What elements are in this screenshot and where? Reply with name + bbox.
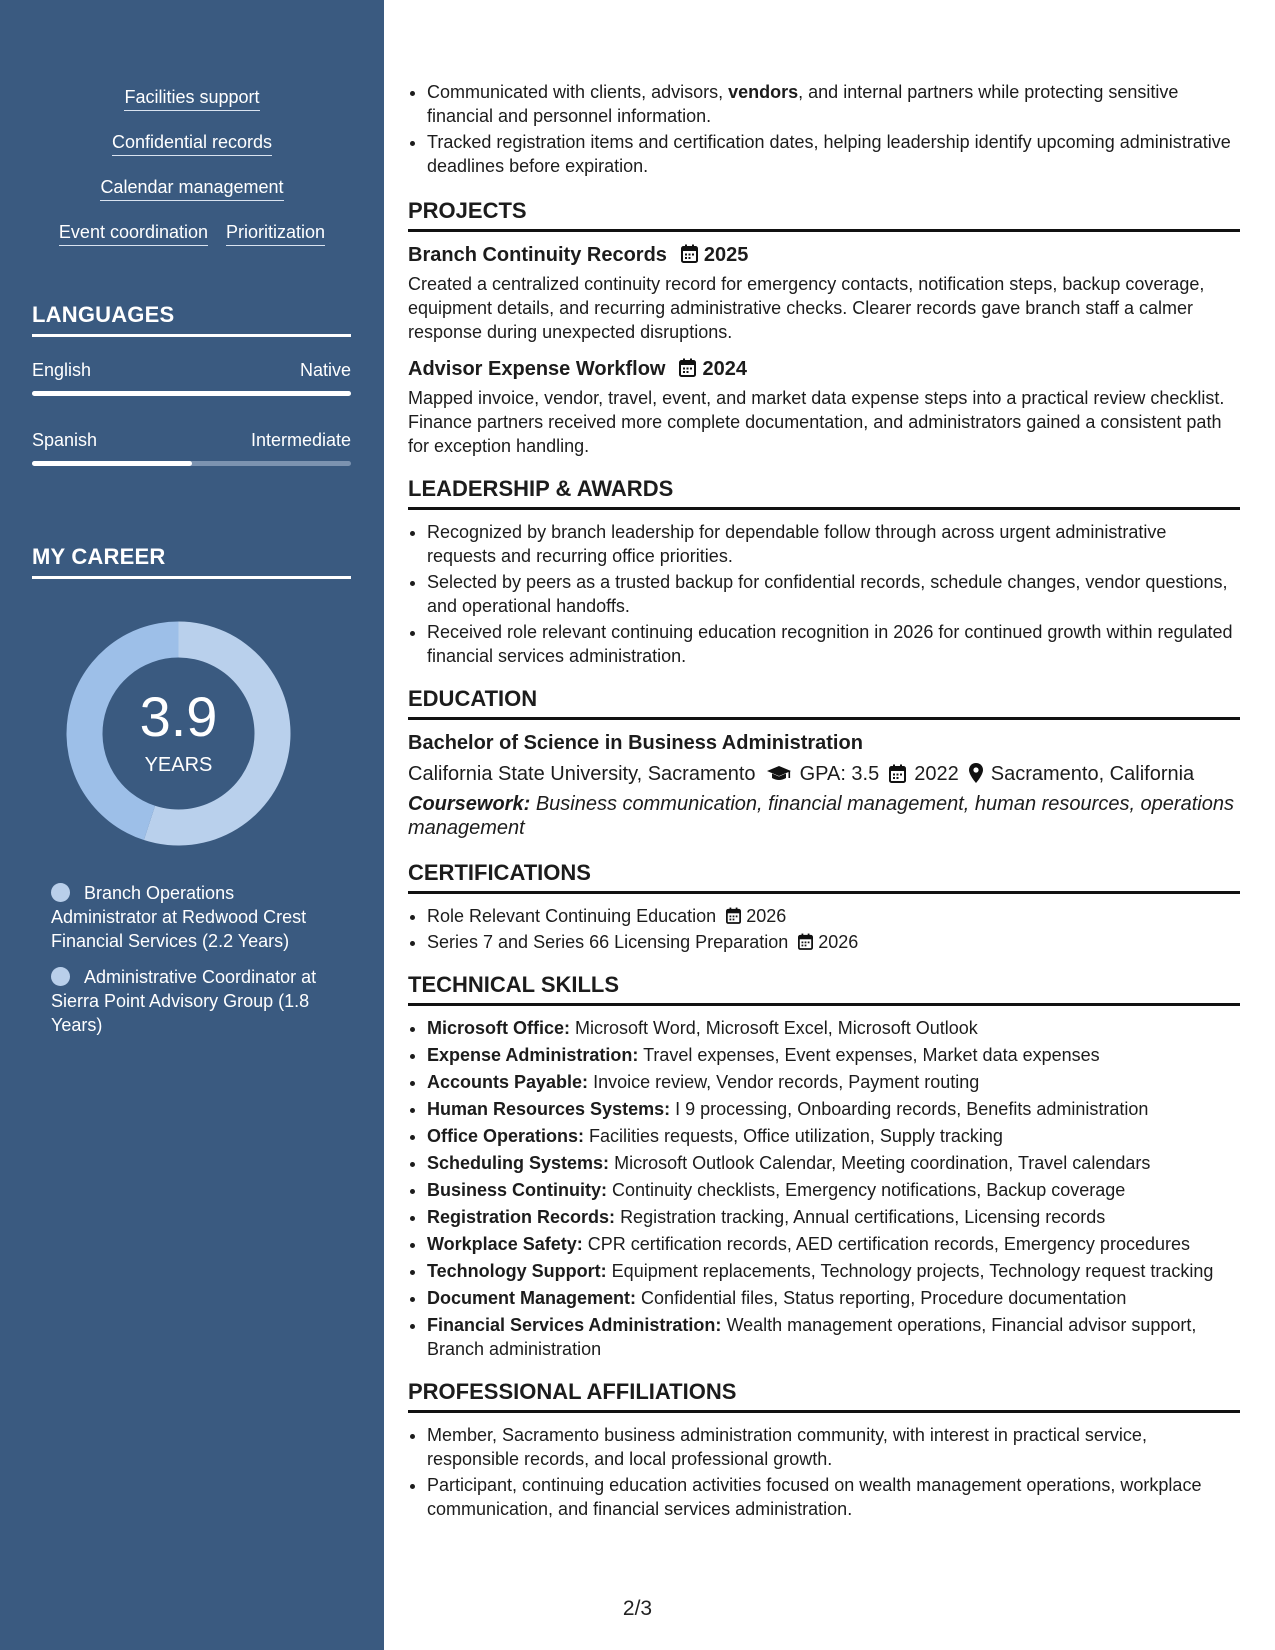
legend-dot <box>51 967 70 986</box>
sidebar <box>0 0 384 1650</box>
list-item <box>427 1151 1240 1175</box>
project-title: Branch Continuity Records <box>408 244 667 266</box>
list-item <box>427 1178 1240 1202</box>
skill-label: Workplace Safety: <box>427 1234 583 1254</box>
coursework-text: Business communication, financial management, human resources, operations management <box>408 793 1234 839</box>
language-bar <box>32 391 351 396</box>
skill-value: Invoice review, Vendor records, Payment routing <box>593 1072 980 1092</box>
language-item <box>32 429 351 466</box>
career-section <box>32 544 351 579</box>
language-bar-fill <box>32 391 351 396</box>
list-item <box>427 1043 1240 1067</box>
skill-value: Continuity checklists, Emergency notifications, Backup coverage <box>612 1180 1126 1200</box>
project-description: Mapped invoice, vendor, travel, event, and market data expense steps into a practical review checklist. Finance partners received more complete documentation, and administrators gained a consistent path for exception handling. <box>408 388 1225 456</box>
list-item: • Member, Sacramento business administration community, with interest in practical service, responsible records, and local professional growth. <box>427 1423 1240 1471</box>
calendar-icon <box>798 933 813 950</box>
list-item <box>427 1313 1240 1361</box>
skill-value: I 9 processing, Onboarding records, Benefits administration <box>675 1099 1149 1119</box>
education-year: 2022 <box>914 763 959 785</box>
skill-value: Travel expenses, Event expenses, Market data expenses <box>643 1045 1100 1065</box>
bullet-text: Tracked registration items and certification dates, helping leadership identify upcoming administrative deadlines before expiration. <box>427 132 1231 176</box>
technical-skills-heading: TECHNICAL SKILLS <box>408 972 1240 1006</box>
skill-value: Microsoft Word, Microsoft Excel, Microsoft Outlook <box>575 1018 978 1038</box>
skill-value: Confidential files, Status reporting, Procedure documentation <box>641 1288 1127 1308</box>
list-item <box>427 80 1240 128</box>
list-item <box>427 1097 1240 1121</box>
languages-heading: LANGUAGES <box>32 302 351 337</box>
language-bar <box>32 461 351 466</box>
project-year: 2025 <box>703 244 749 266</box>
skill-label: Scheduling Systems: <box>427 1153 610 1173</box>
calendar-icon <box>679 358 696 377</box>
skill-chip[interactable]: Confidential records <box>112 129 272 156</box>
technical-skills-list <box>408 1016 1240 1361</box>
list-item <box>427 1124 1240 1148</box>
list-item: • Selected by peers as a trusted backup for confidential records, schedule changes, vendor questions, and operational handoffs. <box>427 570 1240 618</box>
cert-name: Series 7 and Series 66 Licensing Preparation <box>427 932 789 952</box>
skill-label: Financial Services Administration: <box>427 1315 722 1335</box>
skill-value: Wealth management operations, Financial advisor support, Branch administration <box>427 1315 1197 1359</box>
project-year: 2024 <box>702 358 747 380</box>
certifications-heading: CERTIFICATIONS <box>408 860 1240 894</box>
education-school: California State University, Sacramento <box>408 763 756 785</box>
coursework-label: Coursework: <box>408 793 531 815</box>
list-item <box>427 1016 1240 1040</box>
list-item <box>427 930 1240 954</box>
career-item-text: Branch Operations Administrator at Redwood Crest Financial Services (2.2 Years) <box>51 883 307 951</box>
education-meta <box>408 761 1240 787</box>
bullet-text: , and internal partners while protecting sensitive financial and personnel information. <box>427 82 1179 126</box>
project-title-row <box>408 356 1240 382</box>
skill-label: Registration Records: <box>427 1207 616 1227</box>
education-heading: EDUCATION <box>408 686 1240 720</box>
main-content <box>408 80 1240 1523</box>
bullet-text: Communicated with clients, advisors, <box>427 82 729 102</box>
language-level: Intermediate <box>250 430 351 450</box>
career-years-label: YEARS <box>144 754 213 776</box>
language-bar-fill <box>32 461 192 466</box>
career-item <box>51 881 341 953</box>
skill-value: Facilities requests, Office utilization, Supply tracking <box>589 1126 1003 1146</box>
skill-chips <box>0 84 384 264</box>
skill-chip[interactable]: Event coordination <box>59 219 208 246</box>
project-title: Advisor Expense Workflow <box>408 358 666 380</box>
leadership-list <box>408 520 1240 668</box>
list-item: • Recognized by branch leadership for dependable follow through across urgent administrative requests and recurring office priorities. <box>427 520 1240 568</box>
affiliations-list <box>408 1423 1240 1521</box>
skill-chip[interactable]: Facilities support <box>124 84 259 111</box>
calendar-icon <box>889 764 906 783</box>
career-item-text: Administrative Coordinator at Sierra Point Advisory Group (1.8 Years) <box>51 967 317 1035</box>
skill-value: Equipment replacements, Technology projects, Technology request tracking <box>611 1261 1214 1281</box>
education-location: Sacramento, California <box>990 763 1195 785</box>
list-item <box>427 1070 1240 1094</box>
education-gpa: GPA: 3.5 <box>799 763 880 785</box>
education-degree: Bachelor of Science in Business Administration <box>408 732 863 754</box>
location-pin-icon <box>969 763 983 783</box>
list-item: • Participant, continuing education activities focused on wealth management operations, workplace communication, and financial services administration. <box>427 1473 1240 1521</box>
skill-chip[interactable]: Calendar management <box>100 174 283 201</box>
donut-center <box>66 621 291 846</box>
skill-chip[interactable]: Prioritization <box>226 219 325 246</box>
cert-name: Role Relevant Continuing Education <box>427 906 717 926</box>
skill-label: Human Resources Systems: <box>427 1099 671 1119</box>
skill-value: Microsoft Outlook Calendar, Meeting coordination, Travel calendars <box>614 1153 1151 1173</box>
skill-label: Business Continuity: <box>427 1180 608 1200</box>
skill-label: Document Management: <box>427 1288 637 1308</box>
skill-label: Technology Support: <box>427 1261 607 1281</box>
cert-year: 2026 <box>818 932 859 952</box>
career-heading: MY CAREER <box>32 544 351 579</box>
list-item <box>427 904 1240 928</box>
skill-label: Office Operations: <box>427 1126 585 1146</box>
list-item <box>427 130 1240 178</box>
skill-value: CPR certification records, AED certification records, Emergency procedures <box>587 1234 1190 1254</box>
skill-label: Microsoft Office: <box>427 1018 571 1038</box>
leadership-heading: LEADERSHIP & AWARDS <box>408 476 1240 510</box>
skill-label: Accounts Payable: <box>427 1072 589 1092</box>
languages-section <box>32 302 351 450</box>
certifications-list <box>408 904 1240 954</box>
project-title-row <box>408 242 1240 268</box>
projects-heading: PROJECTS <box>408 198 1240 232</box>
bullet-bold: vendors <box>728 82 799 102</box>
page-number: 2/3 <box>622 1597 653 1620</box>
affiliations-heading: PROFESSIONAL AFFILIATIONS <box>408 1379 1240 1413</box>
language-item <box>32 359 351 396</box>
skill-label: Expense Administration: <box>427 1045 639 1065</box>
career-item <box>51 965 341 1037</box>
language-name: Spanish <box>32 430 98 450</box>
calendar-icon <box>681 244 698 263</box>
experience-bullets <box>408 80 1240 178</box>
list-item <box>427 1286 1240 1310</box>
career-total-years: 3.9 <box>139 685 218 748</box>
career-donut <box>66 621 291 846</box>
list-item <box>427 1232 1240 1256</box>
legend-dot <box>51 883 70 902</box>
calendar-icon <box>726 907 741 924</box>
cert-year: 2026 <box>746 906 787 926</box>
language-name: English <box>32 360 92 380</box>
list-item <box>427 1259 1240 1283</box>
list-item <box>427 1205 1240 1229</box>
language-level: Native <box>299 360 351 380</box>
graduation-cap-icon <box>766 765 792 783</box>
career-list <box>51 881 341 1049</box>
project-description: Created a centralized continuity record for emergency contacts, notification steps, backup coverage, equipment details, and recurring administrative checks. Clearer records gave branch staff a calmer response during unexpected disruptions. <box>408 274 1205 342</box>
skill-value: Registration tracking, Annual certifications, Licensing records <box>620 1207 1106 1227</box>
list-item: • Received role relevant continuing education recognition in 2026 for continued growth within regulated financial services administration. <box>427 620 1240 668</box>
education-coursework <box>408 792 1240 840</box>
